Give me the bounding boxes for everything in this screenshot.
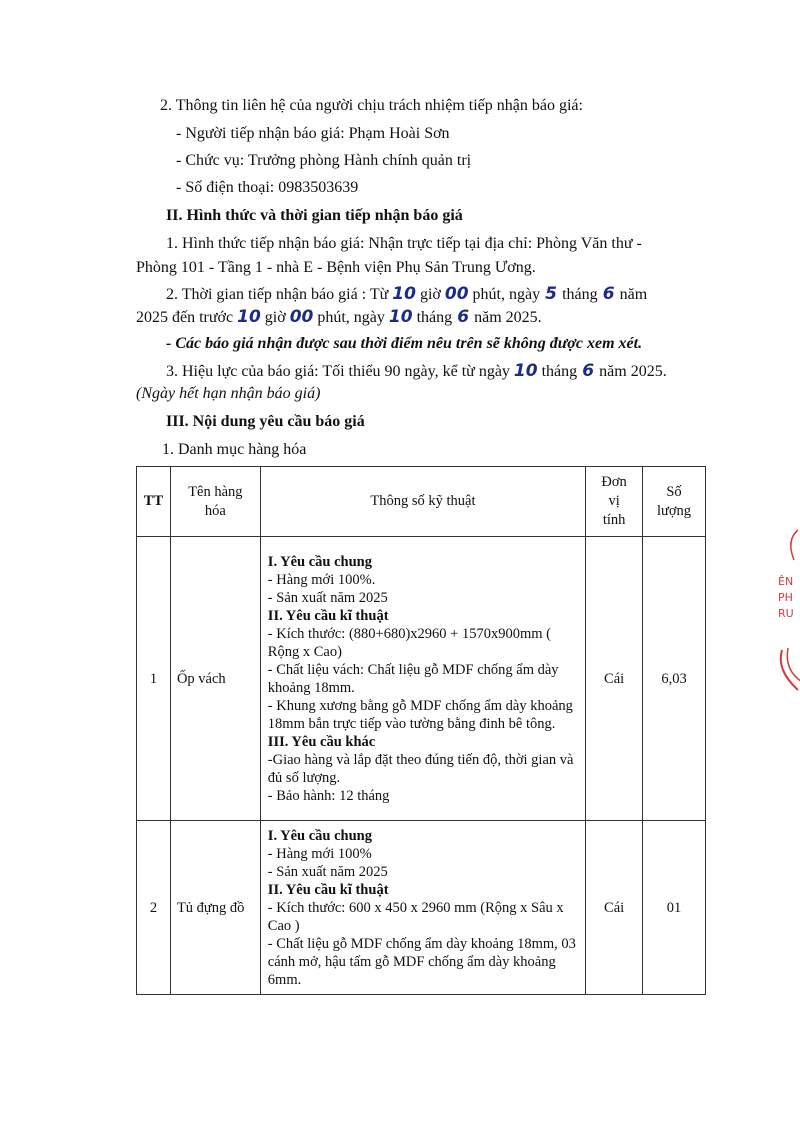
handwritten-hour-start: 10 xyxy=(392,284,416,304)
contact-receiver: - Người tiếp nhận báo giá: Phạm Hoài Sơn xyxy=(176,125,450,142)
spec-line: II. Yêu cầu kĩ thuật xyxy=(267,881,389,898)
header-tt: TT xyxy=(137,467,171,537)
form-line-1: 1. Hình thức tiếp nhận báo giá: Nhận trực tiếp tại địa chỉ: Phòng Văn thư - xyxy=(166,235,642,252)
row-item-name: Tủ đựng đồ xyxy=(170,821,260,995)
row-qty: 01 xyxy=(643,821,706,995)
spec-line: - Kích thước: 600 x 450 x 2960 mm (Rộng x Sâu x Cao ) xyxy=(267,899,564,934)
spec-line: I. Yêu cầu chung xyxy=(267,553,373,570)
time-text-2: giờ xyxy=(419,286,441,303)
contact-phone: - Số điện thoại: 0983503639 xyxy=(176,179,359,196)
header-name: Tên hàng hóa xyxy=(170,467,260,537)
red-stamp-fragment xyxy=(768,520,800,700)
time-text-1: 2. Thời gian tiếp nhận báo giá : Từ xyxy=(166,286,389,303)
goods-table xyxy=(136,466,706,995)
stamp-text: ÊN xyxy=(778,575,794,588)
time-text-5: năm xyxy=(619,286,648,303)
spec-line: I. Yêu cầu chung xyxy=(267,827,373,844)
contact-position: - Chức vụ: Trưởng phòng Hành chính quản trị xyxy=(176,152,472,169)
time-text-6: 2025 đến trước xyxy=(136,309,234,326)
spec-line: - Hàng mới 100%. xyxy=(267,571,376,588)
goods-list-title: 1. Danh mục hàng hóa xyxy=(162,441,307,458)
handwritten-validity-day: 10 xyxy=(513,361,538,381)
section2-title: II. Hình thức và thời gian tiếp nhận báo giá xyxy=(166,207,463,224)
handwritten-month-start: 6 xyxy=(602,284,615,304)
spec-line: - Chất liệu vách: Chất liệu gỗ MDF chống ẩm dày khoảng 18mm. xyxy=(267,661,559,696)
spec-line: - Hàng mới 100% xyxy=(267,845,372,862)
handwritten-day-end: 10 xyxy=(388,307,413,327)
table-row xyxy=(137,821,706,995)
spec-line: - Kích thước: (880+680)x2960 + 1570x900mm ( Rộng x Cao) xyxy=(267,625,551,660)
time-text-4: tháng xyxy=(562,286,598,303)
handwritten-validity-month: 6 xyxy=(582,361,595,381)
handwritten-minute-end: 00 xyxy=(289,307,314,327)
handwritten-day-start: 5 xyxy=(545,284,557,304)
validity-line xyxy=(166,361,667,382)
row-item-name: Ốp vách xyxy=(170,537,260,821)
table-header-row xyxy=(137,467,706,537)
time-line-1 xyxy=(166,284,647,305)
row-index: 1 xyxy=(137,537,171,821)
time-text-9: tháng xyxy=(416,309,453,326)
validity-text-3: năm 2025. xyxy=(599,363,667,380)
time-text-10: năm 2025. xyxy=(474,309,542,326)
header-spec: Thông số kỹ thuật xyxy=(260,467,585,537)
row-unit: Cái xyxy=(586,537,643,821)
time-text-7: giờ xyxy=(264,309,286,326)
stamp-text: RU xyxy=(778,607,794,620)
row-index: 2 xyxy=(137,821,171,995)
header-unit: Đơn vị tính xyxy=(586,467,643,537)
header-qty: Số lượng xyxy=(643,467,706,537)
spec-line: -Giao hàng và lắp đặt theo đúng tiến độ, thời gian và đủ số lượng. xyxy=(267,751,574,786)
spec-line: - Sản xuất năm 2025 xyxy=(267,589,388,606)
spec-line: II. Yêu cầu kĩ thuật xyxy=(267,607,389,624)
table-row xyxy=(137,537,706,821)
time-text-8: phút, ngày xyxy=(317,309,385,326)
contact-heading: 2. Thông tin liên hệ của người chịu trách nhiệm tiếp nhận báo giá: xyxy=(160,97,583,114)
spec-line: - Khung xương bằng gỗ MDF chống ẩm dày khoảng 18mm bắn trực tiếp vào tường bằng đinh bê tông. xyxy=(267,697,573,732)
row-qty: 6,03 xyxy=(643,537,706,821)
spec-line: - Sản xuất năm 2025 xyxy=(267,863,388,880)
validity-text-1: 3. Hiệu lực của báo giá: Tối thiểu 90 ngày, kể từ ngày xyxy=(166,363,510,380)
spec-line: - Chất liệu gỗ MDF chống ẩm dày khoảng 18mm, 03 cánh mở, hậu tấm gỗ MDF chống ẩm dày khoảng 6mm. xyxy=(267,935,576,988)
row-spec xyxy=(260,821,585,995)
form-line-2: Phòng 101 - Tầng 1 - nhà E - Bệnh viện Phụ Sản Trung Ương. xyxy=(136,259,536,276)
handwritten-month-end: 6 xyxy=(457,307,470,327)
time-text-3: phút, ngày xyxy=(472,286,541,303)
handwritten-hour-end: 10 xyxy=(237,307,261,327)
validity-text-2: tháng xyxy=(541,363,578,380)
time-line-2 xyxy=(136,307,542,328)
row-spec xyxy=(260,537,585,821)
validity-note: (Ngày hết hạn nhận báo giá) xyxy=(136,385,321,402)
stamp-text: PH xyxy=(778,591,793,604)
late-quote-note: - Các báo giá nhận được sau thời điểm nêu trên sẽ không được xem xét. xyxy=(166,335,643,352)
handwritten-minute-start: 00 xyxy=(444,284,469,304)
row-unit: Cái xyxy=(586,821,643,995)
spec-line: - Bảo hành: 12 tháng xyxy=(267,787,390,804)
spec-line: III. Yêu cầu khác xyxy=(267,733,376,750)
section3-title: III. Nội dung yêu cầu báo giá xyxy=(166,413,365,430)
